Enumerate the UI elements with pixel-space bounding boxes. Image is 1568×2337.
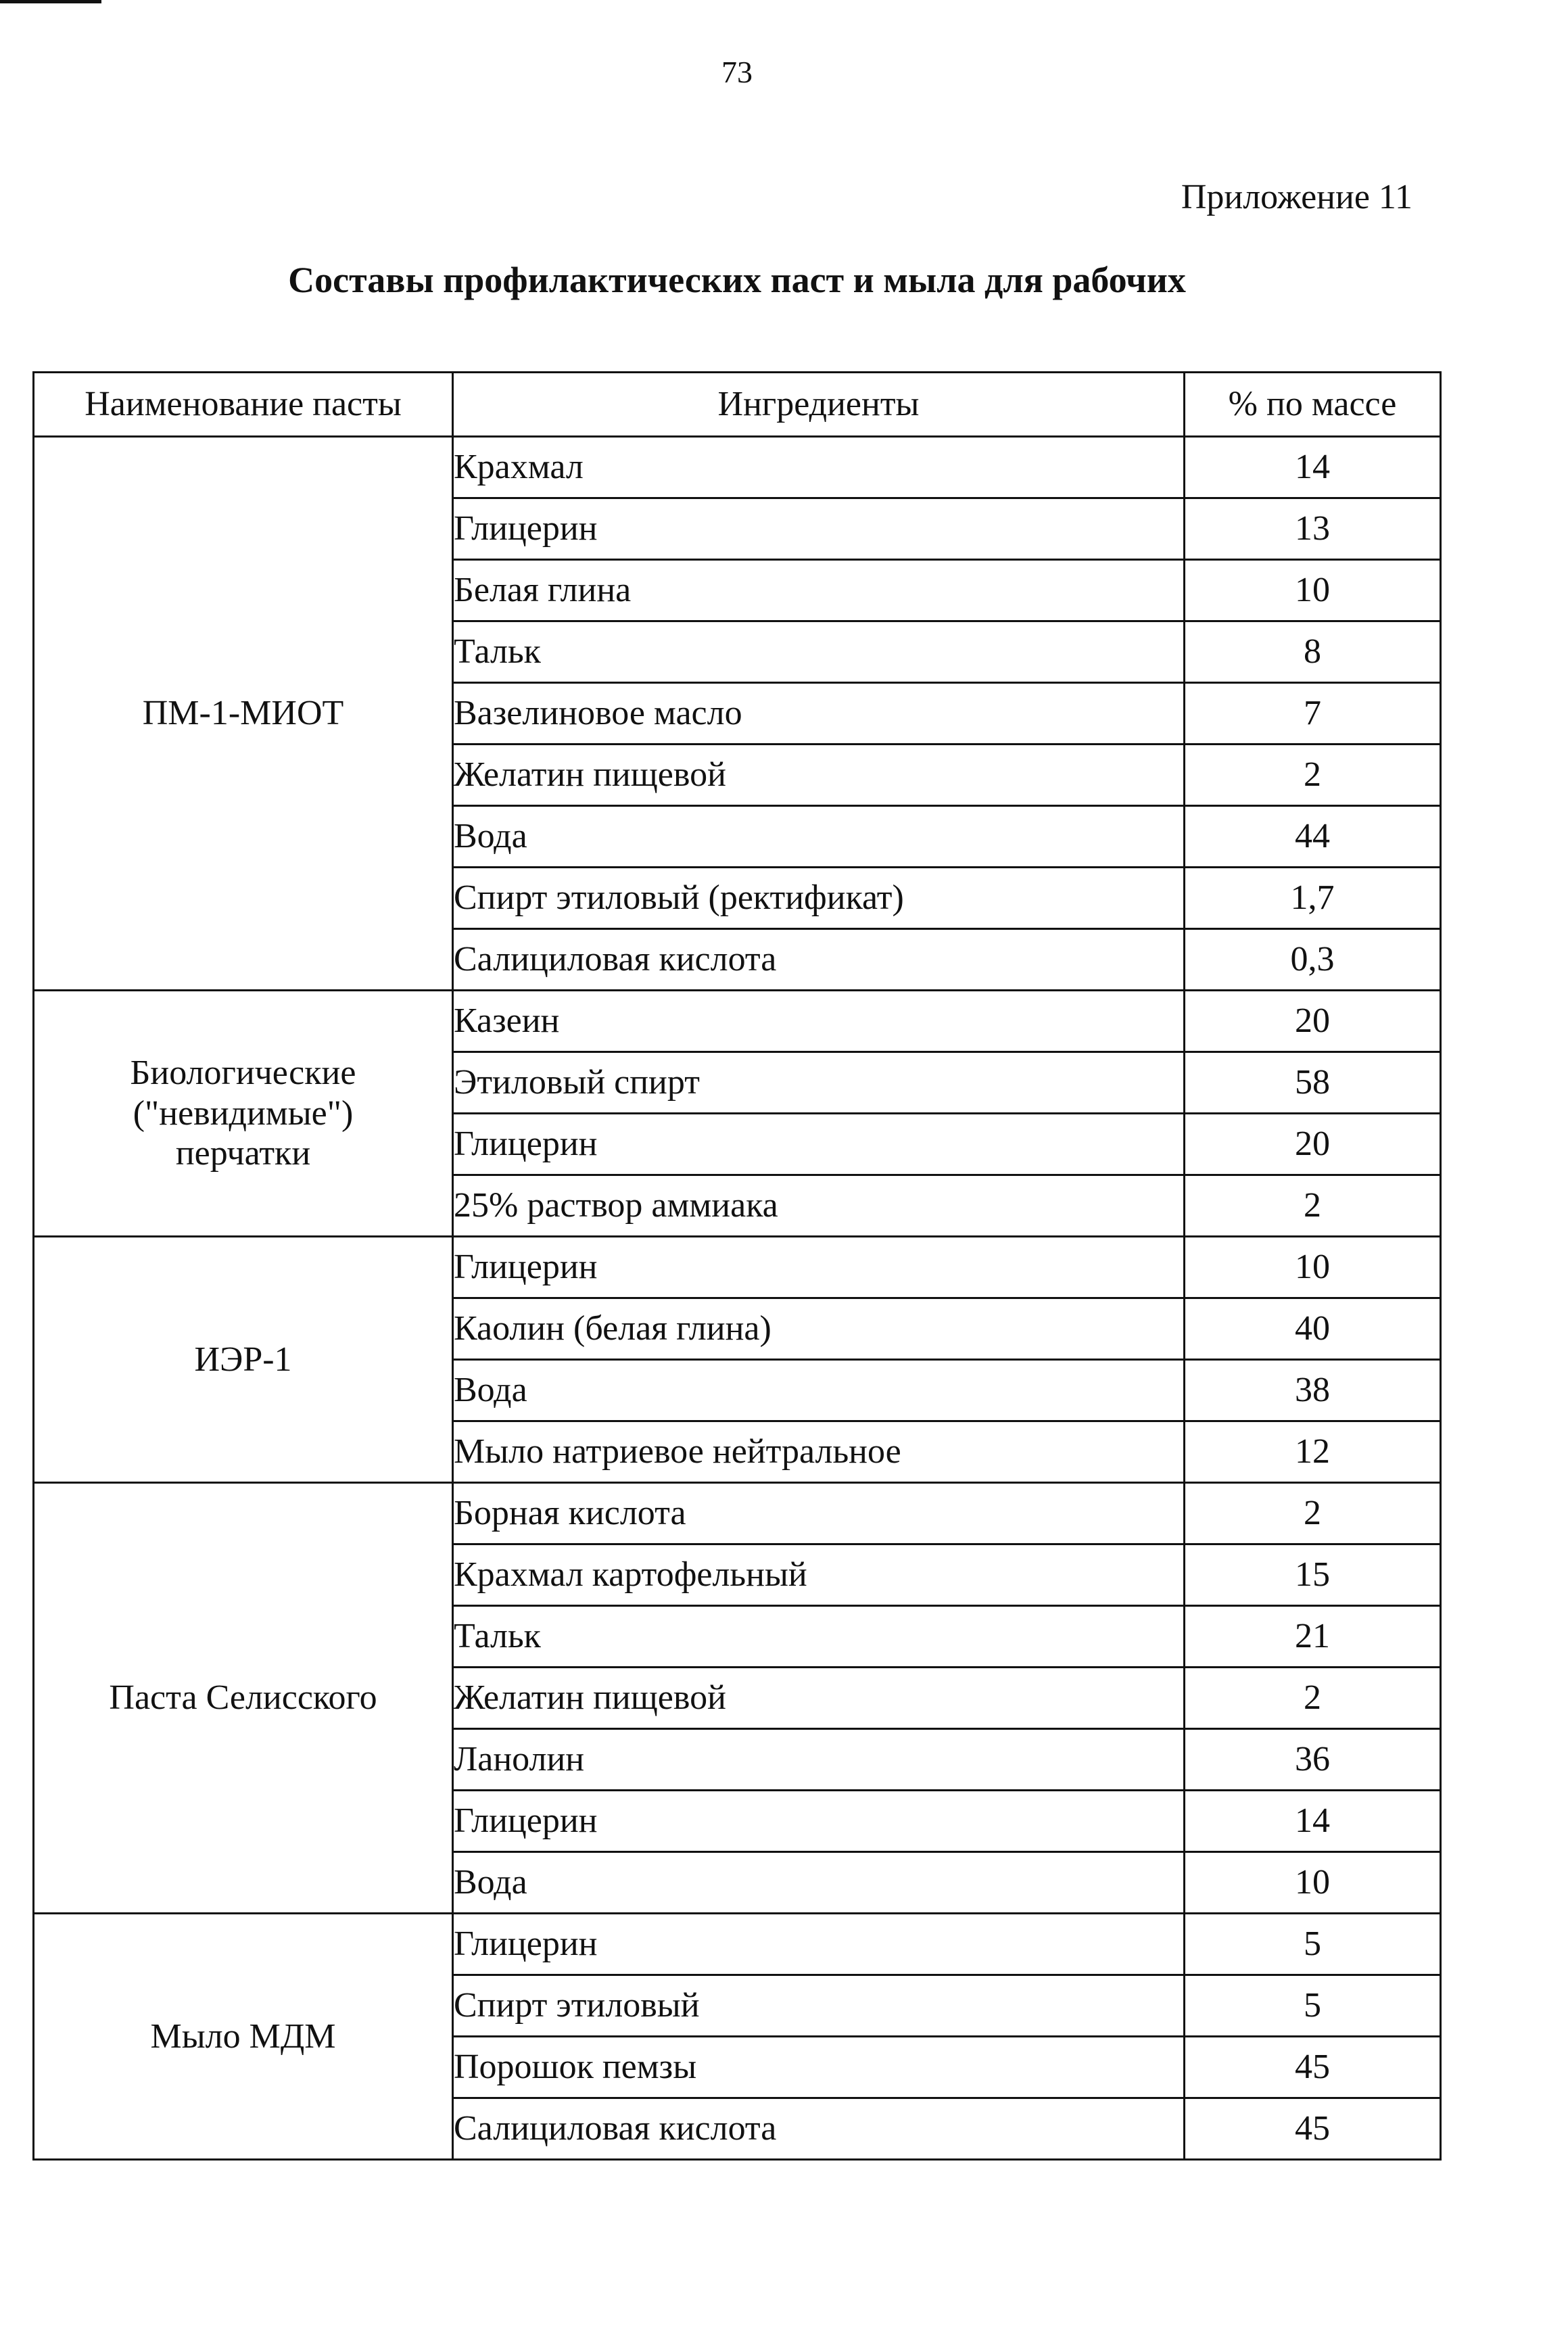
ingredient-cell: Каолин (белая глина) [453,1298,1185,1360]
ingredient-cell: Тальк [453,1606,1185,1668]
ingredient-cell: 25% раствор аммиака [453,1175,1185,1237]
ingredient-cell: Салициловая кислота [453,929,1185,991]
composition-table [32,371,1442,2161]
page-number: 73 [721,55,753,89]
ingredient-cell: Глицерин [453,498,1185,560]
table-row [34,1483,1441,1544]
ingredient-cell: Вода [453,1852,1185,1914]
ingredient-cell: Спирт этиловый (ректификат) [453,868,1185,929]
mass-percent-cell: 15 [1185,1544,1441,1606]
mass-percent-cell: 21 [1185,1606,1441,1668]
ingredient-cell: Вода [453,806,1185,868]
mass-percent-cell: 8 [1185,621,1441,683]
ingredient-cell: Глицерин [453,1791,1185,1852]
ingredient-cell: Тальк [453,621,1185,683]
ingredient-cell: Вазелиновое масло [453,683,1185,745]
table-row [34,991,1441,1052]
top-rule [0,0,101,3]
ingredient-cell: Спирт этиловый [453,1975,1185,2037]
mass-percent-cell: 58 [1185,1052,1441,1114]
mass-percent-cell: 2 [1185,1668,1441,1729]
paste-name-cell: Мыло МДМ [34,1914,453,2160]
mass-percent-cell: 5 [1185,1914,1441,1975]
mass-percent-cell: 44 [1185,806,1441,868]
ingredient-cell: Мыло натриевое нейтральное [453,1421,1185,1483]
mass-percent-cell: 2 [1185,745,1441,806]
mass-percent-cell: 0,3 [1185,929,1441,991]
ingredient-cell: Салициловая кислота [453,2098,1185,2160]
ingredient-cell: Глицерин [453,1114,1185,1175]
mass-percent-cell: 38 [1185,1360,1441,1421]
mass-percent-cell: 14 [1185,1791,1441,1852]
mass-percent-cell: 10 [1185,1852,1441,1914]
ingredient-cell: Желатин пищевой [453,1668,1185,1729]
ingredient-cell: Ланолин [453,1729,1185,1791]
table-body [34,437,1441,2160]
mass-percent-cell: 13 [1185,498,1441,560]
ingredient-cell: Глицерин [453,1914,1185,1975]
header-paste-name: Наименование пасты [34,373,453,437]
mass-percent-cell: 1,7 [1185,868,1441,929]
ingredient-cell: Этиловый спирт [453,1052,1185,1114]
mass-percent-cell: 2 [1185,1175,1441,1237]
header-mass-percent: % по массе [1185,373,1441,437]
mass-percent-cell: 40 [1185,1298,1441,1360]
mass-percent-cell: 20 [1185,991,1441,1052]
ingredient-cell: Крахмал картофельный [453,1544,1185,1606]
table-row [34,1237,1441,1298]
mass-percent-cell: 7 [1185,683,1441,745]
ingredient-cell: Казеин [453,991,1185,1052]
paste-name-cell: ИЭР-1 [34,1237,453,1483]
mass-percent-cell: 20 [1185,1114,1441,1175]
mass-percent-cell: 12 [1185,1421,1441,1483]
ingredient-cell: Порошок пемзы [453,2037,1185,2098]
table-row [34,1914,1441,1975]
appendix-label: Приложение 11 [1181,178,1412,216]
ingredient-cell: Борная кислота [453,1483,1185,1544]
paste-name-cell: ПМ-1-МИОТ [34,437,453,991]
mass-percent-cell: 10 [1185,1237,1441,1298]
ingredient-cell: Желатин пищевой [453,745,1185,806]
header-row [34,373,1441,437]
table-row [34,437,1441,498]
mass-percent-cell: 10 [1185,560,1441,621]
mass-percent-cell: 2 [1185,1483,1441,1544]
header-ingredients: Ингредиенты [453,373,1185,437]
mass-percent-cell: 14 [1185,437,1441,498]
ingredient-cell: Белая глина [453,560,1185,621]
mass-percent-cell: 45 [1185,2037,1441,2098]
ingredient-cell: Вода [453,1360,1185,1421]
paste-name-cell: Паста Селисского [34,1483,453,1914]
mass-percent-cell: 45 [1185,2098,1441,2160]
ingredient-cell: Глицерин [453,1237,1185,1298]
paste-name-cell: Биологические ("невидимые") перчатки [34,991,453,1237]
mass-percent-cell: 36 [1185,1729,1441,1791]
mass-percent-cell: 5 [1185,1975,1441,2037]
ingredient-cell: Крахмал [453,437,1185,498]
document-title: Составы профилактических паст и мыла для рабочих [288,260,1186,300]
